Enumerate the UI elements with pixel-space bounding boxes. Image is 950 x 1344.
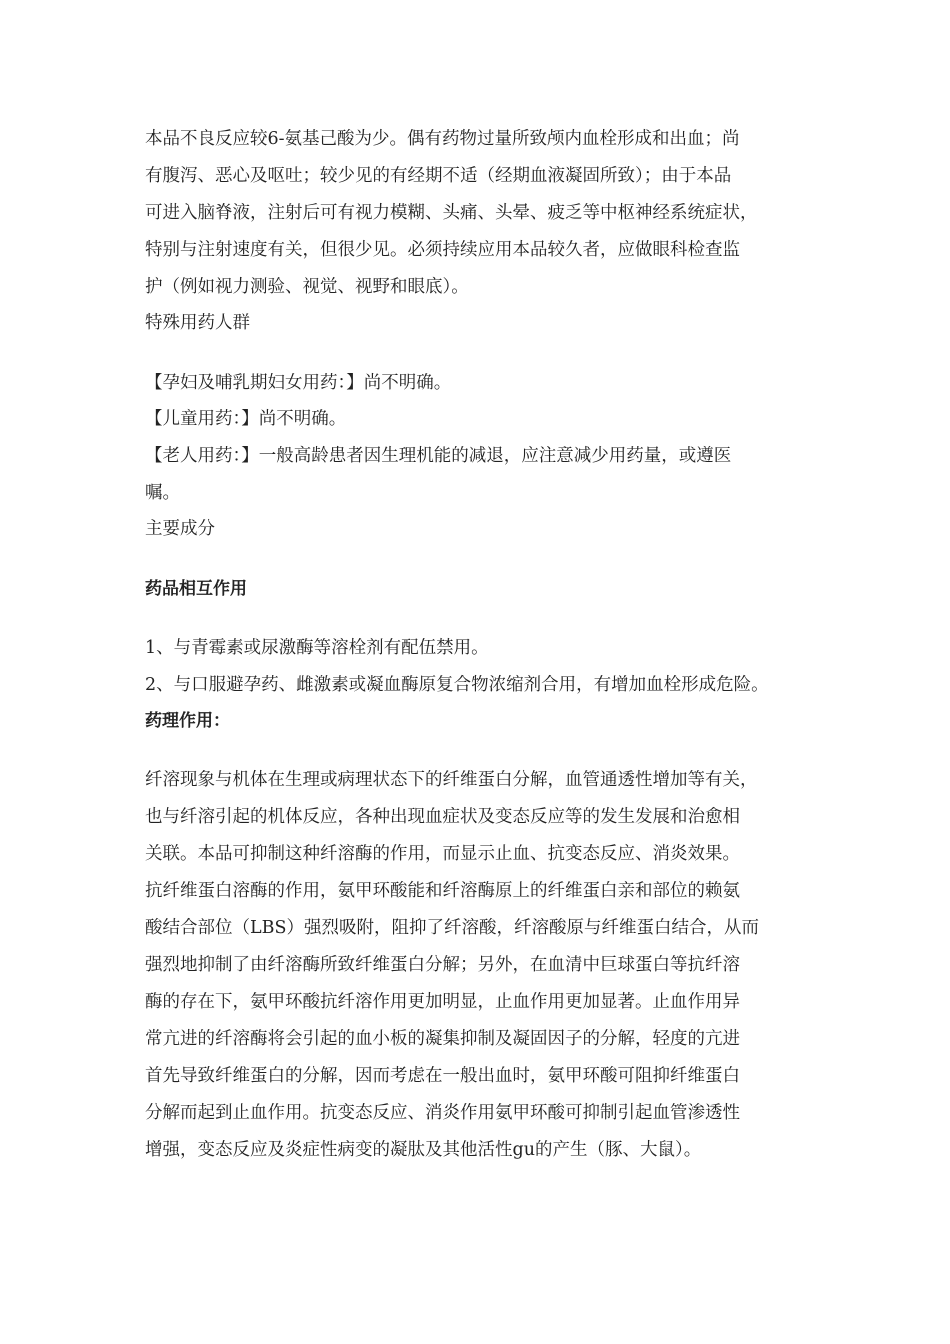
pharmacology-line: 增强，变态反应及炎症性病变的凝肽及其他活性gu的产生（豚、大鼠）。 bbox=[145, 1140, 702, 1160]
adverse-reactions-line: 本品不良反应较6-氨基己酸为少。偶有药物过量所致颅内血栓形成和出血；尚 bbox=[145, 129, 740, 149]
adverse-reactions-line: 有腹泻、恶心及呕吐；较少见的有经期不适（经期血液凝固所致）；由于本品 bbox=[145, 166, 732, 186]
pharmacology-heading: 药理作用： bbox=[145, 711, 230, 731]
pharmacology-line: 酶的存在下，氨甲环酸抗纤溶作用更加明显，止血作用更加显著。止血作用异 bbox=[145, 992, 740, 1012]
elderly-note-line: 嘱。 bbox=[145, 483, 180, 503]
pharmacology-line: 纤溶现象与机体在生理或病理状态下的纤维蛋白分解，血管通透性增加等有关， bbox=[145, 770, 758, 790]
interaction-item: 1、与青霉素或尿激酶等溶栓剂有配伍禁用。 bbox=[145, 638, 489, 658]
pharmacology-line: 也与纤溶引起的机体反应，各种出现血症状及变态反应等的发生发展和治愈相 bbox=[145, 807, 740, 827]
special-populations-heading: 特殊用药人群 bbox=[145, 313, 250, 333]
pharmacology-line: 关联。本品可抑制这种纤溶酶的作用，而显示止血、抗变态反应、消炎效果。 bbox=[145, 844, 740, 864]
interaction-item: 2、与口服避孕药、雌激素或凝血酶原复合物浓缩剂合用，有增加血栓形成危险。 bbox=[145, 675, 769, 695]
adverse-reactions-line: 护（例如视力测验、视觉、视野和眼底）。 bbox=[145, 277, 469, 297]
elderly-note-line: 【老人用药：】一般高龄患者因生理机能的减退，应注意减少用药量，或遵医 bbox=[145, 446, 732, 466]
ingredients-heading: 主要成分 bbox=[145, 519, 215, 539]
pregnancy-note: 【孕妇及哺乳期妇女用药：】尚不明确。 bbox=[145, 373, 452, 393]
pharmacology-line: 抗纤维蛋白溶酶的作用，氨甲环酸能和纤溶酶原上的纤维蛋白亲和部位的赖氨 bbox=[145, 881, 740, 901]
children-note: 【儿童用药：】尚不明确。 bbox=[145, 409, 347, 429]
pharmacology-line: 首先导致纤维蛋白的分解，因而考虑在一般出血时，氨甲环酸可阻抑纤维蛋白 bbox=[145, 1066, 740, 1086]
pharmacology-line: 常亢进的纤溶酶将会引起的血小板的凝集抑制及凝固因子的分解，轻度的亢进 bbox=[145, 1029, 740, 1049]
interactions-heading: 药品相互作用 bbox=[145, 579, 247, 599]
adverse-reactions-line: 特别与注射速度有关，但很少见。必须持续应用本品较久者，应做眼科检查监 bbox=[145, 240, 740, 260]
pharmacology-line: 分解而起到止血作用。抗变态反应、消炎作用氨甲环酸可抑制引起血管渗透性 bbox=[145, 1103, 740, 1123]
pharmacology-line: 强烈地抑制了由纤溶酶所致纤维蛋白分解；另外，在血清中巨球蛋白等抗纤溶 bbox=[145, 955, 740, 975]
pharmacology-line: 酸结合部位（LBS）强烈吸附，阻抑了纤溶酸，纤溶酸原与纤维蛋白结合，从而 bbox=[145, 918, 759, 938]
adverse-reactions-line: 可进入脑脊液，注射后可有视力模糊、头痛、头晕、疲乏等中枢神经系统症状， bbox=[145, 203, 758, 223]
